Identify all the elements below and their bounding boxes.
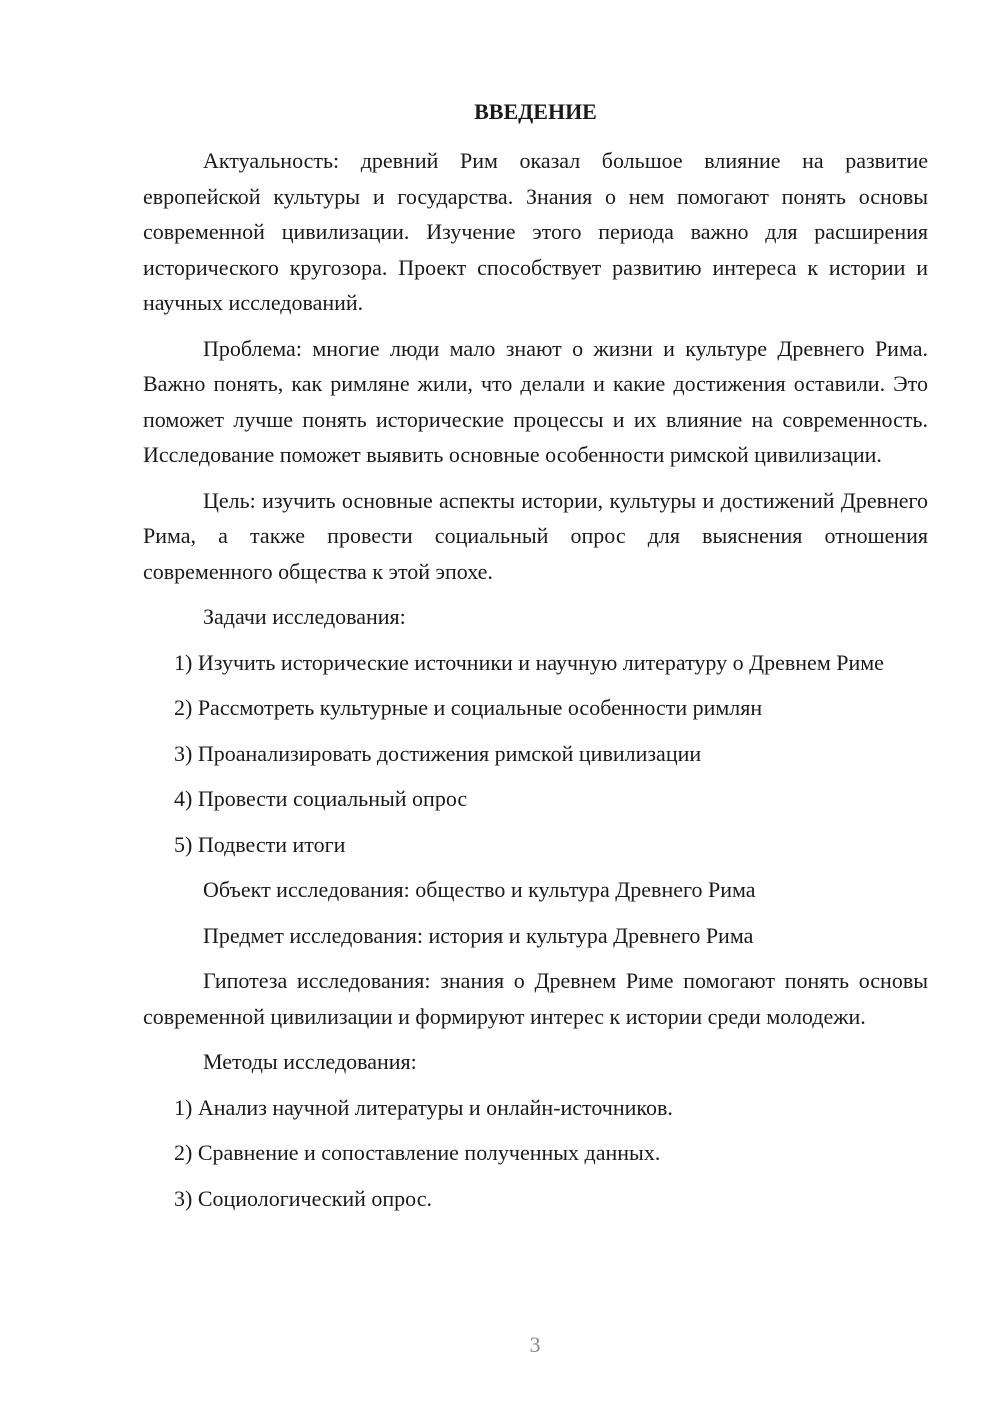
problem-paragraph: Проблема: многие люди мало знают о жизни и культуре Древнего Рима. Важно понять, как римляне жили, что делали и какие достижения оставили. Это поможет лучше понять исторические процессы и их влияние на современность. Исследование поможет выявить основные особенности римской цивилизации. — [143, 335, 928, 467]
goal-paragraph: Цель: изучить основные аспекты истории, культуры и достижений Древнего Рима, а также провести социальный опрос для выяснения отношения современного общества к этой эпохе. — [143, 487, 928, 584]
page-number: 3 — [529, 1332, 541, 1357]
tasks-heading: Задачи исследования: — [203, 604, 406, 629]
hypothesis-paragraph: Гипотеза исследования: знания о Древнем Риме помогают понять основы современной цивилизации и формируют интерес к истории среди молодежи. — [143, 968, 928, 1029]
task-item: 5) Подвести итоги — [174, 831, 346, 857]
task-item: 1) Изучить исторические источники и научную литературу о Древнем Риме — [174, 649, 884, 675]
relevance-paragraph: Актуальность: древний Рим оказал большое влияние на развитие европейской культуры и государства. Знания о нем помогают понять основы современной цивилизации. Изучение этого периода важно для расширения исторического кругозора. Проект способствует развитию интереса к истории и научных исследований. — [143, 148, 928, 315]
task-item: 3) Проанализировать достижения римской цивилизации — [174, 740, 702, 766]
object-line: Объект исследования: общество и культура Древнего Рима — [203, 877, 756, 902]
page-title: ВВЕДЕНИЕ — [474, 99, 597, 124]
task-item: 4) Провести социальный опрос — [174, 786, 468, 811]
method-item: 2) Сравнение и сопоставление полученных данных. — [174, 1140, 661, 1165]
task-item: 2) Рассмотреть культурные и социальные особенности римлян — [174, 695, 763, 720]
subject-line: Предмет исследования: история и культура Древнего Рима — [203, 922, 754, 948]
document-page — [143, 94, 928, 1226]
method-item: 3) Социологический опрос. — [174, 1185, 432, 1211]
method-item: 1) Анализ научной литературы и онлайн-источников. — [174, 1094, 673, 1120]
methods-heading: Методы исследования: — [203, 1049, 417, 1074]
